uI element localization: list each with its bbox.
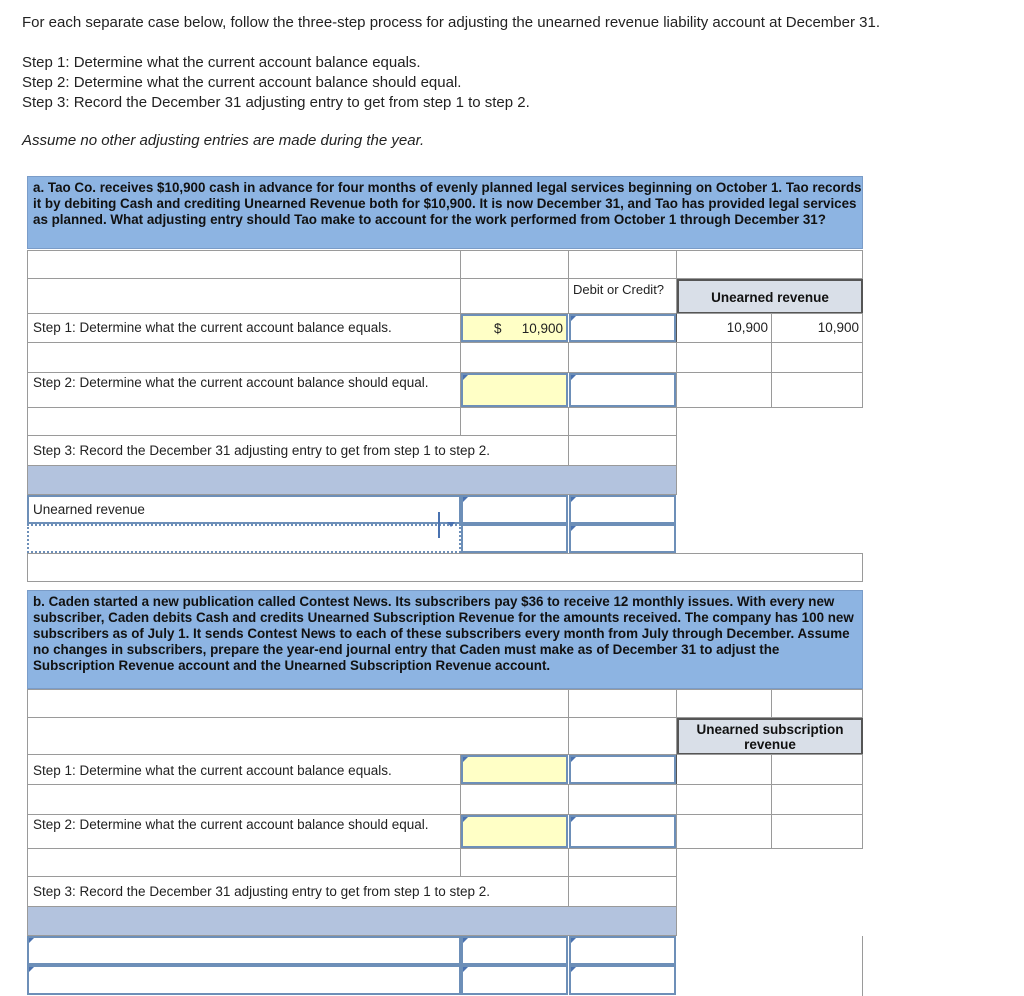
case-a-t-account-title: Unearned revenue [677,279,863,314]
case-b-journal-account-2[interactable] [27,965,461,995]
case-a-step1-value: 10,900 [521,321,563,336]
dropdown-marker-icon [29,938,34,943]
case-a-header-cell [460,278,569,314]
case-a-t-debit-value: 10,900 [676,313,772,343]
assumption-note: Assume no other adjusting entries are made during the year. [22,132,425,149]
case-b-journal-account-1[interactable] [27,936,461,965]
case-a-journal-credit-1[interactable] [569,495,676,524]
case-a-t-credit-input-2[interactable] [771,372,863,408]
case-b-blank-cell [676,689,772,718]
case-b-t-debit-input-2[interactable] [676,784,772,815]
case-a-blank-cell [27,250,461,279]
case-a-journal-debit-2[interactable] [461,524,568,553]
case-b-t-credit-input-3[interactable] [771,814,863,849]
case-a-spacer-cell [460,407,569,436]
case-b-journal-debit-2[interactable] [461,965,568,995]
case-b-step3-label: Step 3: Record the December 31 adjusting entry to get from step 1 to step 2. [27,876,569,907]
case-a-t-debit-input-2[interactable] [676,372,772,408]
case-a-header-cell [27,278,461,314]
case-b-spacer-cell [460,848,569,877]
debit-or-credit-header: Debit or Credit? [568,278,677,314]
dropdown-marker-icon [571,817,576,822]
case-b-step1-amount-input[interactable] [461,755,568,784]
case-b-journal-debit-1[interactable] [461,936,568,965]
case-a-blank-cell [568,250,677,279]
dropdown-marker-icon [463,375,468,380]
case-a-spacer-cell [568,342,677,373]
dropdown-marker-icon [463,967,468,972]
case-a-blank-cell [676,250,863,279]
case-a-journal-account-2[interactable] [27,524,461,553]
case-separator [27,553,863,582]
dropdown-marker-icon [571,526,576,531]
text-cursor-icon [438,512,440,538]
intro-step-1: Step 1: Determine what the current account balance equals. [22,54,421,71]
case-b-step2-amount-input[interactable] [461,815,568,848]
case-b-header-cell [27,717,569,755]
instructions: For each separate case below, follow the three-step process for adjusting the unearned revenue liability account at December 31. [22,14,880,31]
case-a-step2-label: Step 2: Determine what the current account balance should equal. [27,372,461,408]
dropdown-marker-icon [571,497,576,502]
currency-symbol: $ [494,321,502,336]
case-a-journal-debit-1[interactable] [461,495,568,524]
case-b-t-account-title: Unearned subscription revenue [677,718,863,755]
dropdown-marker-icon [463,817,468,822]
case-a-spacer-cell [27,407,461,436]
case-b-spacer-cell [27,848,461,877]
case-b-step1-label: Step 1: Determine what the current account balance equals. [27,754,461,785]
case-a-spacer-cell [460,342,569,373]
dropdown-marker-icon [463,938,468,943]
dropdown-marker-icon [571,316,576,321]
case-b-step2-debit-credit[interactable] [569,815,676,848]
case-a-step2-amount-input[interactable] [461,373,568,407]
dropdown-arrow-icon[interactable] [447,522,455,527]
case-a-step1-label: Step 1: Determine what the current account balance equals. [27,313,461,343]
case-a-step2-debit-credit[interactable] [569,373,676,407]
case-b-journal-header [27,906,677,936]
intro-step-3: Step 3: Record the December 31 adjusting entry to get from step 1 to step 2. [22,94,530,111]
dropdown-marker-icon [463,497,468,502]
case-b-t-debit-input[interactable] [676,754,772,785]
case-a-t-credit-input[interactable] [771,342,863,373]
case-a-blank-cell [460,250,569,279]
case-a-spacer-cell [568,435,677,466]
case-b-t-credit-input[interactable] [771,754,863,785]
case-a-step3-label: Step 3: Record the December 31 adjusting entry to get from step 1 to step 2. [27,435,569,466]
case-a-journal-header [27,465,677,495]
case-b-spacer-cell [568,784,677,815]
dropdown-marker-icon [571,375,576,380]
case-a-journal-account-1[interactable]: Unearned revenue [27,495,461,524]
case-a-spacer-cell [568,407,677,436]
intro-step-2: Step 2: Determine what the current account balance should equal. [22,74,462,91]
dropdown-marker-icon [571,938,576,943]
case-b-spacer-cell [460,784,569,815]
case-b-header-cell [568,717,677,755]
case-b-problem: b. Caden started a new publication called Contest News. Its subscribers pay $36 to receive 12 monthly issues. With every new subscriber, Caden debits Cash and credits Unearned Subscription Revenue for the amounts received. The company has 100 new subscribers as of July 1. It sends Contest News to each of these subscribers every month from July through December. Assume no changes in subscribers, prepare the year-end journal entry that Caden must make as of December 31 to adjust the Subscription Revenue account and the Unearned Subscription Revenue account. [27,590,863,689]
case-b-blank-cell [771,689,863,718]
case-a-journal-credit-2[interactable] [569,524,676,553]
case-a-problem: a. Tao Co. receives $10,900 cash in advance for four months of evenly planned legal services beginning on October 1. Tao records it by debiting Cash and crediting Unearned Revenue both for $10,900. It is now December 31, and Tao has provided legal services as planned. What adjusting entry should Tao make to account for the work performed from October 1 through December 31? [27,176,863,249]
case-b-journal-credit-2[interactable] [569,965,676,995]
case-b-step2-label: Step 2: Determine what the current account balance should equal. [27,814,461,849]
dropdown-marker-icon [463,757,468,762]
dropdown-marker-icon [29,967,34,972]
case-a-spacer-cell [27,342,461,373]
case-b-t-debit-input-3[interactable] [676,814,772,849]
case-b-t-credit-input-2[interactable] [771,784,863,815]
case-b-blank-cell [27,689,569,718]
dropdown-marker-icon [571,967,576,972]
case-b-journal-credit-1[interactable] [569,936,676,965]
case-b-spacer-cell [27,784,461,815]
case-b-spacer-cell [568,876,677,907]
case-b-spacer-cell [568,848,677,877]
case-a-t-debit-input[interactable] [676,342,772,373]
dropdown-marker-icon [571,757,576,762]
case-b-blank-cell [568,689,677,718]
case-a-t-credit-value: 10,900 [771,313,863,343]
case-b-step1-debit-credit[interactable] [569,755,676,784]
case-a-step1-debit-credit[interactable] [569,314,676,342]
table-border [862,936,863,996]
case-a-step1-amount[interactable] [461,314,568,342]
